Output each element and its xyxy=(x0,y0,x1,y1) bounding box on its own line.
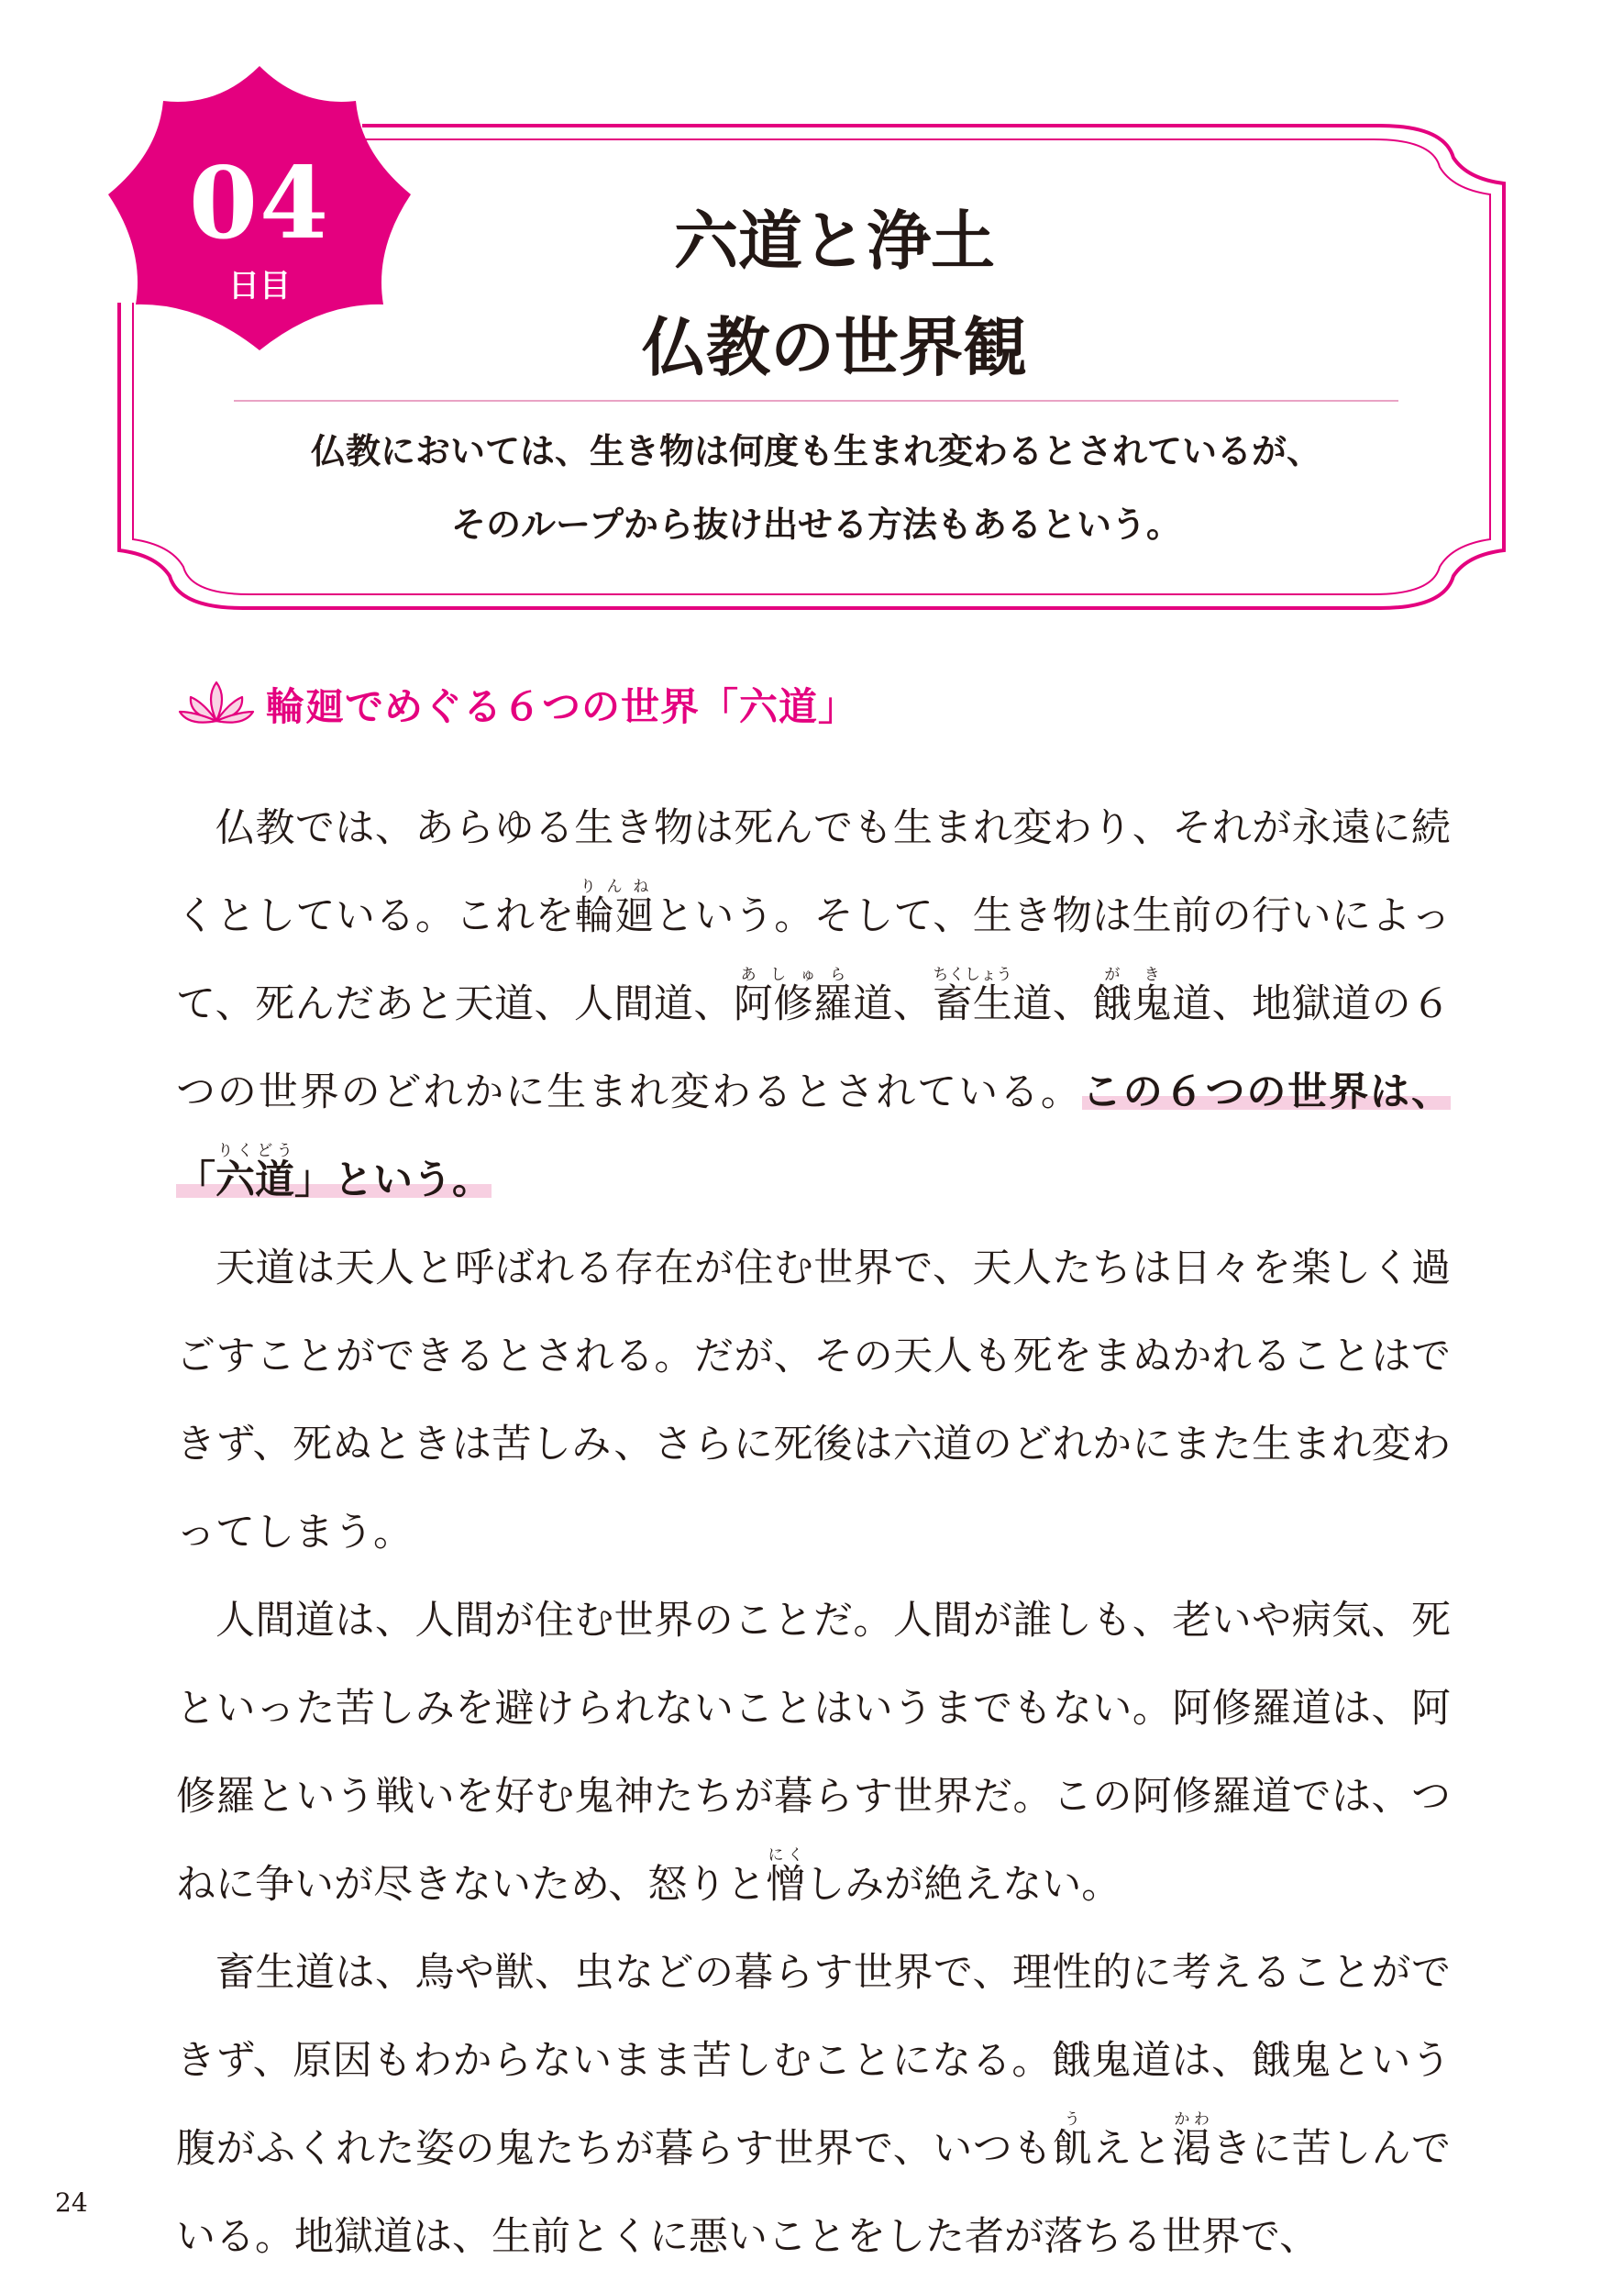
ruby-reading: りんね xyxy=(574,878,655,896)
summary-line-1: 仏教においては、生き物は何度も生まれ変わるとされているが、 xyxy=(310,431,1321,471)
section-heading-text: 輪廻でめぐる６つの世界「六道」 xyxy=(266,684,858,729)
ruby-base: 阿修羅 xyxy=(733,981,854,1027)
title-line-2: 仏教の世界観 xyxy=(642,309,1027,385)
ruby-base: 渇 xyxy=(1172,2126,1212,2172)
summary-line-2: そのループから抜け出せる方法もあるという。 xyxy=(450,504,1182,545)
day-badge xyxy=(108,66,411,350)
ruby-base: 憎 xyxy=(766,1862,806,1908)
ruby-reading: りくどう xyxy=(215,1142,294,1160)
lotus-icon xyxy=(176,679,257,730)
paragraph xyxy=(176,1929,1451,2281)
ruby-reading: う xyxy=(1052,2110,1092,2129)
ruby-base: 餓鬼 xyxy=(1092,981,1173,1027)
paragraph: 天道は天人と呼ばれる存在が住む世界で、天人たちは日々を楽しく過ごすことができるとされる。だが、その天人も死をまぬかれることはできず、死ぬときは苦しみ、さらに死後は六道のどれかにまた生まれ変わってしまう。 xyxy=(176,1246,1451,1556)
ruby-reading: あしゅら xyxy=(733,966,853,984)
day-suffix: 日目 xyxy=(228,268,291,305)
text-run: 仏教では、あらゆる生き物は死んでも生まれ変わり、それが永遠に続くとしている。これを xyxy=(176,805,1451,939)
text-run: きに苦しんでいる。地獄道は、生前とくに悪いことをした者が落ちる世界で、 xyxy=(176,2126,1452,2260)
day-number: 04 xyxy=(188,146,331,261)
ruby-word xyxy=(215,1142,294,1203)
body-text xyxy=(176,784,1451,2281)
ruby-reading: かわ xyxy=(1172,2110,1212,2129)
ruby-reading: にく xyxy=(766,1846,806,1865)
text-run: この６つの世界は、「 xyxy=(176,1069,1452,1203)
ruby-reading: がき xyxy=(1092,966,1172,984)
ruby-base: 輪廻 xyxy=(574,893,655,939)
page-title xyxy=(477,188,1192,401)
title-divider xyxy=(234,400,1398,402)
text-run: 道、 xyxy=(853,981,934,1027)
text-run: 畜生道は、鳥や獣、虫などの暮らす世界で、理性的に考えることができず、原因もわからないまま苦しむことになる。餓鬼道は、餓鬼という腹がふくれた姿の鬼たちが暮らす世界で、いつも xyxy=(176,1950,1451,2172)
text-run: しみが絶えない。 xyxy=(805,1862,1121,1908)
ruby-word xyxy=(766,1846,806,1908)
paragraph xyxy=(176,1577,1451,1929)
text-run: 道、 xyxy=(1012,981,1093,1027)
paragraph xyxy=(176,784,1451,1224)
summary xyxy=(183,415,1449,561)
text-run: 道、地獄道の６つの世界のどれかに生まれ変わるとされている。 xyxy=(176,981,1452,1115)
ruby-word xyxy=(733,966,854,1027)
text-run: という。そして、生き物は生前の行いによって、死んだあと天道、人間道、 xyxy=(176,893,1452,1027)
page-number: 24 xyxy=(55,2187,88,2218)
title-line-1: 六道と浄土 xyxy=(674,203,995,279)
text-run: えと xyxy=(1092,2126,1173,2172)
ruby-base: 飢 xyxy=(1052,2126,1093,2172)
ruby-word xyxy=(1052,2110,1093,2172)
ruby-base: 畜生 xyxy=(933,981,1013,1027)
ruby-word xyxy=(1172,2110,1212,2172)
ruby-word xyxy=(1092,966,1173,1027)
text-run: 人間道は、人間が住む世界のことだ。人間が誰しも、老いや病気、死といった苦しみを避けられないことはいうまでもない。阿修羅道は、阿修羅という戦いを好む鬼神たちが暮らす世界だ。この阿修羅道では、つねに争いが尽きないため、怒りと xyxy=(176,1598,1451,1908)
ruby-word xyxy=(574,878,655,939)
ruby-base: 六道 xyxy=(215,1157,294,1203)
section-heading xyxy=(176,672,857,736)
ruby-reading: ちくしょう xyxy=(933,966,1012,984)
ruby-word xyxy=(933,966,1013,1027)
text-run: 」という。 xyxy=(294,1157,492,1203)
